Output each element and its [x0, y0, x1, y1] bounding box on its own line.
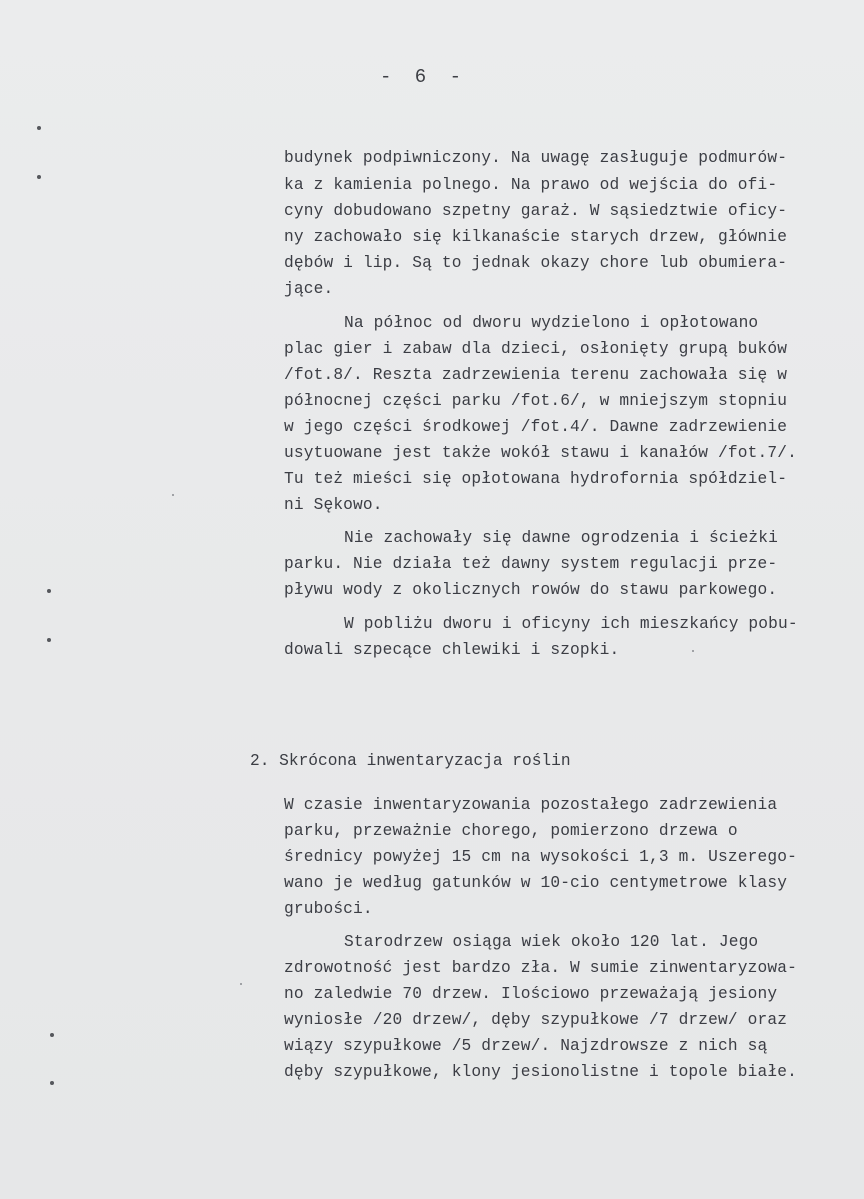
text-line: usytuowane jest także wokół stawu i kanałów /fot.7/. — [284, 444, 797, 462]
text-line: dęby szypułkowe, klony jesionolistne i topole białe. — [284, 1063, 797, 1081]
text-line: wiązy szypułkowe /5 drzew/. Najzdrowsze z nich są — [284, 1037, 768, 1055]
text-line: Tu też mieści się opłotowana hydrofornia spółdziel- — [284, 470, 788, 488]
text-line: Nie zachowały się dawne ogrodzenia i ścieżki — [344, 529, 779, 547]
text-line: jące. — [284, 280, 334, 298]
section-heading: 2. Skrócona inwentaryzacja roślin — [250, 752, 571, 770]
text-line: wano je według gatunków w 10-cio centymetrowe klasy — [284, 874, 788, 892]
binder-hole-mark — [37, 175, 41, 179]
binder-hole-mark — [50, 1081, 54, 1085]
binder-hole-mark — [47, 589, 51, 593]
text-line: parku, przeważnie chorego, pomierzono drzewa o — [284, 822, 738, 840]
text-line: cyny dobudowano szpetny garaż. W sąsiedztwie oficy- — [284, 202, 788, 220]
text-line: budynek podpiwniczony. Na uwagę zasługuje podmurów- — [284, 149, 788, 167]
text-line: wyniosłe /20 drzew/, dęby szypułkowe /7 drzew/ oraz — [284, 1011, 788, 1029]
paper-speck — [172, 494, 174, 496]
text-line: ka z kamienia polnego. Na prawo od wejścia do ofi- — [284, 176, 778, 194]
binder-hole-mark — [37, 126, 41, 130]
text-line: grubości. — [284, 900, 373, 918]
text-line: Starodrzew osiąga wiek około 120 lat. Jego — [344, 933, 759, 951]
text-line: W czasie inwentaryzowania pozostałego zadrzewienia — [284, 796, 778, 814]
text-line: plac gier i zabaw dla dzieci, osłonięty grupą buków — [284, 340, 788, 358]
text-line: Na północ od dworu wydzielono i opłotowano — [344, 314, 759, 332]
paper-speck — [692, 650, 694, 652]
text-line: parku. Nie działa też dawny system regulacji prze- — [284, 555, 778, 573]
text-line: pływu wody z okolicznych rowów do stawu parkowego. — [284, 581, 778, 599]
text-line: ny zachowało się kilkanaście starych drzew, głównie — [284, 228, 788, 246]
text-line: zdrowotność jest bardzo zła. W sumie zinwentaryzowa- — [284, 959, 797, 977]
text-line: średnicy powyżej 15 cm na wysokości 1,3 m. Uszerego- — [284, 848, 797, 866]
page-number: - 6 - — [380, 66, 468, 88]
text-line: ni Sękowo. — [284, 496, 383, 514]
binder-hole-mark — [50, 1033, 54, 1037]
text-line: północnej części parku /fot.6/, w mniejszym stopniu — [284, 392, 788, 410]
text-line: w jego części środkowej /fot.4/. Dawne zadrzewienie — [284, 418, 788, 436]
text-line: dowali szpecące chlewiki i szopki. — [284, 641, 620, 659]
binder-hole-mark — [47, 638, 51, 642]
text-line: no zaledwie 70 drzew. Ilościowo przeważają jesiony — [284, 985, 778, 1003]
paper-speck — [240, 983, 242, 985]
text-line: dębów i lip. Są to jednak okazy chore lub obumiera- — [284, 254, 788, 272]
text-line: /fot.8/. Reszta zadrzewienia terenu zachowała się w — [284, 366, 788, 384]
text-line: W pobliżu dworu i oficyny ich mieszkańcy pobu- — [344, 615, 798, 633]
